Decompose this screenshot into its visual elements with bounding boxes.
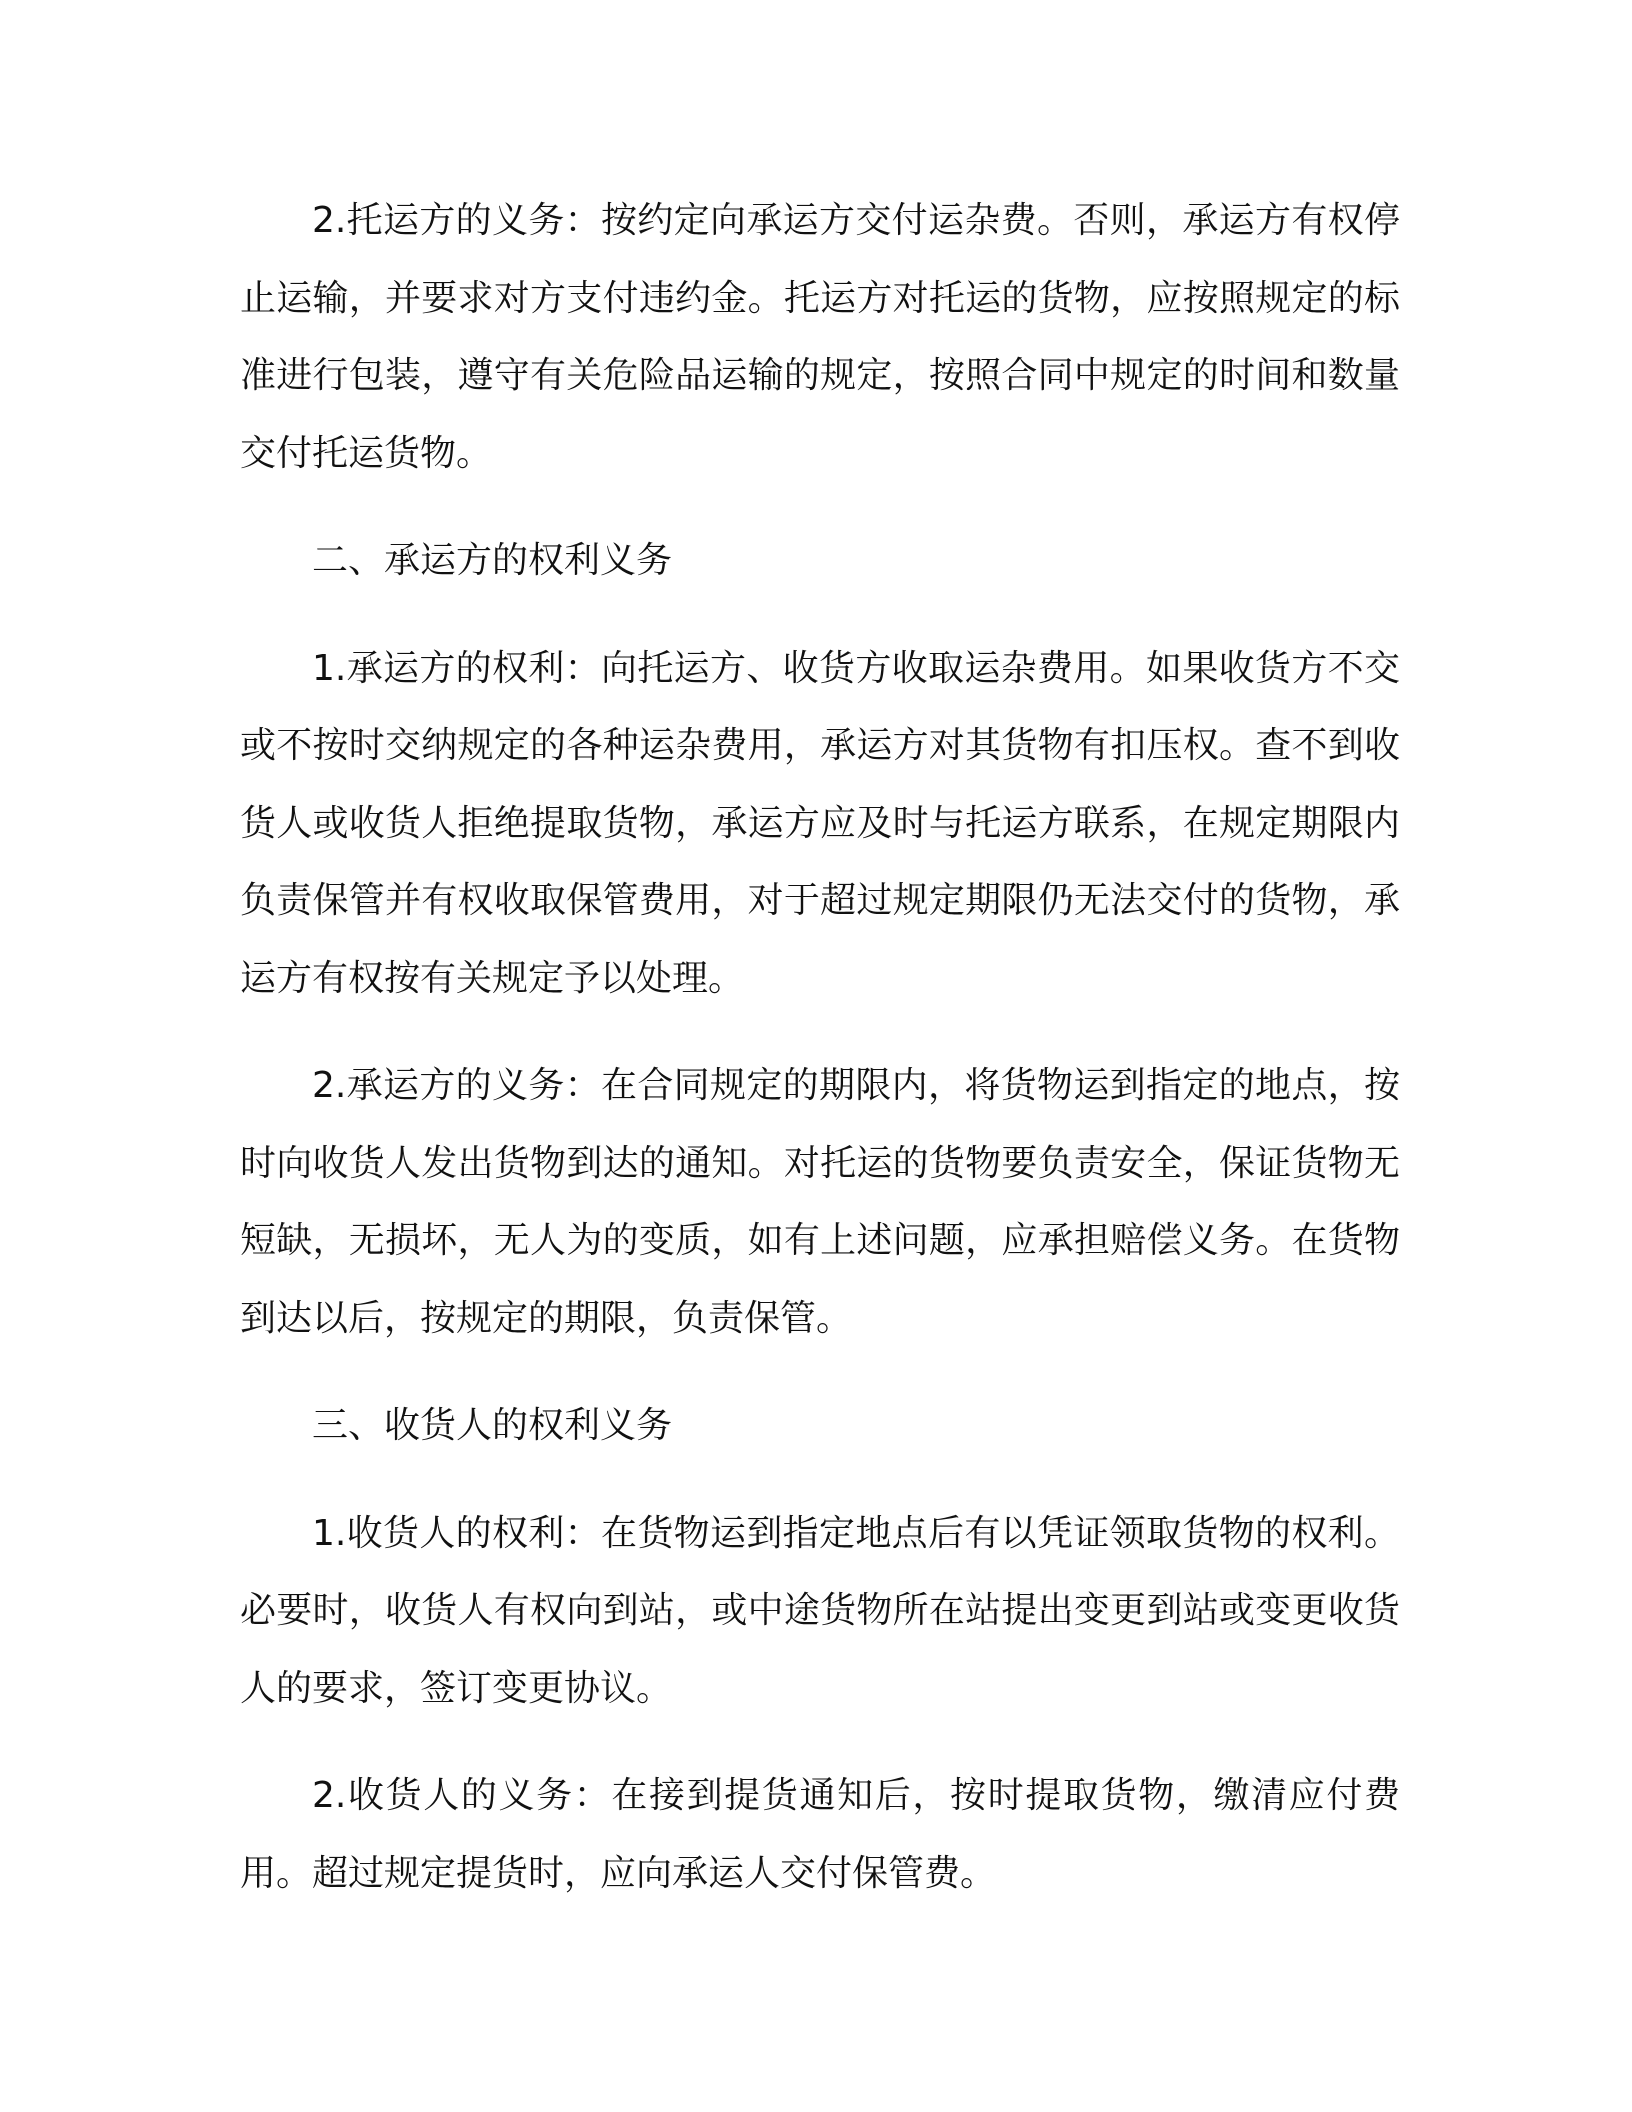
paragraph-carrier-obligations: 2.承运方的义务：在合同规定的期限内，将货物运到指定的地点，按时向收货人发出货物到达的通知。对托运的货物要负责安全，保证货物无短缺，无损坏，无人为的变质，如有上述问题，应承担赔偿义务。在货物到达以后，按规定的期限，负责保管。	[240, 1065, 1400, 1339]
document-page	[240, 182, 1400, 1912]
section-heading-carrier: 二、承运方的权利义务	[312, 540, 673, 581]
paragraph-consignee-obligations: 2.收货人的义务：在接到提货通知后，按时提取货物，缴清应付费用。超过规定提货时，应向承运人交付保管费。	[240, 1775, 1400, 1894]
section-heading-consignee: 三、收货人的权利义务	[312, 1405, 673, 1446]
paragraph-consignee-rights: 1.收货人的权利：在货物运到指定地点后有以凭证领取货物的权利。必要时，收货人有权向到站，或中途货物所在站提出变更到站或变更收货人的要求，签订变更协议。	[240, 1512, 1400, 1709]
paragraph-carrier-rights: 1.承运方的权利：向托运方、收货方收取运杂费用。如果收货方不交或不按时交纳规定的各种运杂费用，承运方对其货物有扣压权。查不到收货人或收货人拒绝提取货物，承运方应及时与托运方联系，在规定期限内负责保管并有权收取保管费用，对于超过规定期限仍无法交付的货物，承运方有权按有关规定予以处理。	[240, 647, 1400, 999]
paragraph-shipper-obligations: 2.托运方的义务：按约定向承运方交付运杂费。否则，承运方有权停止运输，并要求对方支付违约金。托运方对托运的货物，应按照规定的标准进行包装，遵守有关危险品运输的规定，按照合同中规定的时间和数量交付托运货物。	[240, 200, 1400, 474]
